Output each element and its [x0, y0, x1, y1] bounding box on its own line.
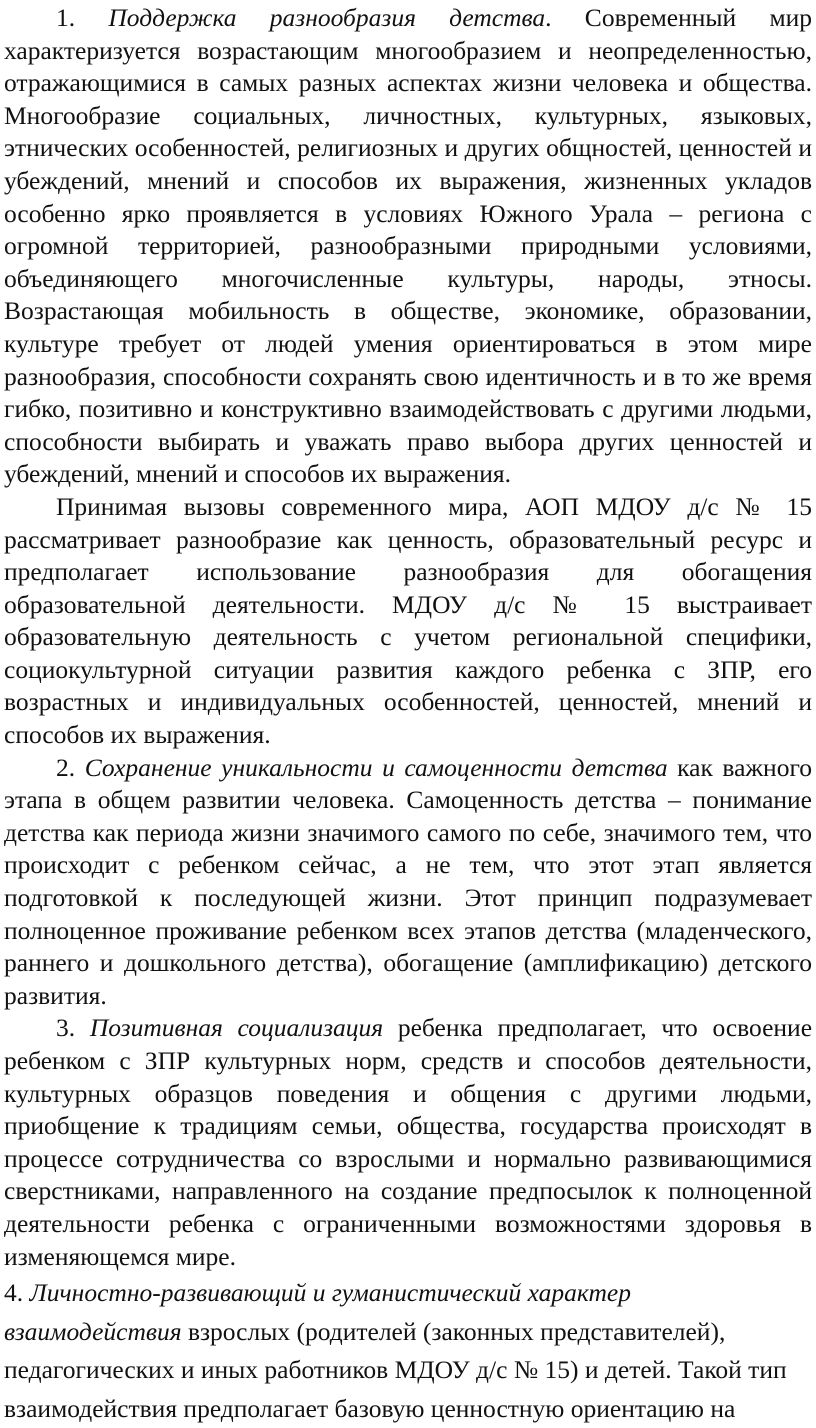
- paragraph-number: 3.: [56, 1013, 76, 1043]
- principle-title: Поддержка разнообразия детства: [108, 3, 546, 32]
- paragraph-principle-3: [4, 1012, 812, 1273]
- principle-title: Позитивная социализация: [89, 1013, 384, 1043]
- paragraph-text: как важного этапа в общем развитии человека. Самоценность детства – понимание детства как периода жизни значимого самого по себе, значимого тем, что происходит с ребенком сейчас, а не тем, что этот этап является подготовкой к последующей жизни. Этот принцип подразумевает полноценное проживание ребенком всех этапов детства (младенческого, раннего и дошкольного детства), обогащение (амплификацию) детского развития.: [4, 752, 813, 1010]
- paragraph-text: ребенка предполагает, что освоение ребенком с ЗПР культурных норм, средств и способов деятельности, культурных образцов поведения и общения с другими людьми, приобщение к традициям семьи, общества, государства происходят в процессе сотрудничества со взрослыми и нормально развивающимися сверстниками, направленного на создание предпосылок к полноценной деятельности ребенка с ограниченными возможностями здоровья в изменяющемся мире.: [4, 1013, 813, 1271]
- principle-title: Личностно-развивающий и гуманистический характер взаимодействия: [4, 1278, 631, 1346]
- paragraph-number: 4.: [4, 1278, 24, 1308]
- paragraph-aop-diversity: [4, 491, 812, 752]
- paragraph-text: взрослых (родителей (законных представителей), педагогических и иных работников МДОУ д/с № 15) и детей. Такой тип взаимодействия предполагает базовую ценностную ориентацию на: [4, 1316, 787, 1423]
- paragraph-number: 2.: [56, 752, 76, 782]
- paragraph-principle-4: [4, 1274, 812, 1428]
- paragraph-text: . Современный мир характеризуется возрастающим многообразием и неопределенностью, отражающимися в самых разных аспектах жизни человека и общества. Многообразие социальных, личностных, культурных, языковых, этнических особенностей, религиозных и других общностей, ценностей и убеждений, мнений и способов их выражения, жизненных укладов особенно ярко проявляется в условиях Южного Урала – региона с огромной территорией, разнообразными природными условиями, объединяющего многочисленные культуры, народы, этносы. Возрастающая мобильность в обществе, экономике, образовании, культуре требует от людей умения ориентироваться в этом мире разнообразия, способности сохранять свою идентичность и в то же время гибко, позитивно и конструктивно взаимодействовать с другими людьми, способности выбирать и уважать право выбора других ценностей и убеждений, мнений и способов их выражения.: [4, 3, 812, 489]
- paragraph-text: Принимая вызовы современного мира, АОП МДОУ д/с № 15 рассматривает разнообразие как ценность, образовательный ресурс и предполагает использование разнообразия для обогащения образовательной деятельности. МДОУ д/с № 15 выстраивает образовательную деятельность с учетом региональной специфики, социокультурной ситуации развития каждого ребенка с ЗПР, его возрастных и индивидуальных особенностей, ценностей, мнений и способов их выражения.: [4, 491, 812, 750]
- paragraph-principle-1: [4, 2, 812, 491]
- principle-title: Сохранение уникальности и самоценности детства: [84, 752, 668, 782]
- paragraph-principle-2: [4, 752, 812, 1013]
- paragraph-number: 1.: [56, 3, 76, 32]
